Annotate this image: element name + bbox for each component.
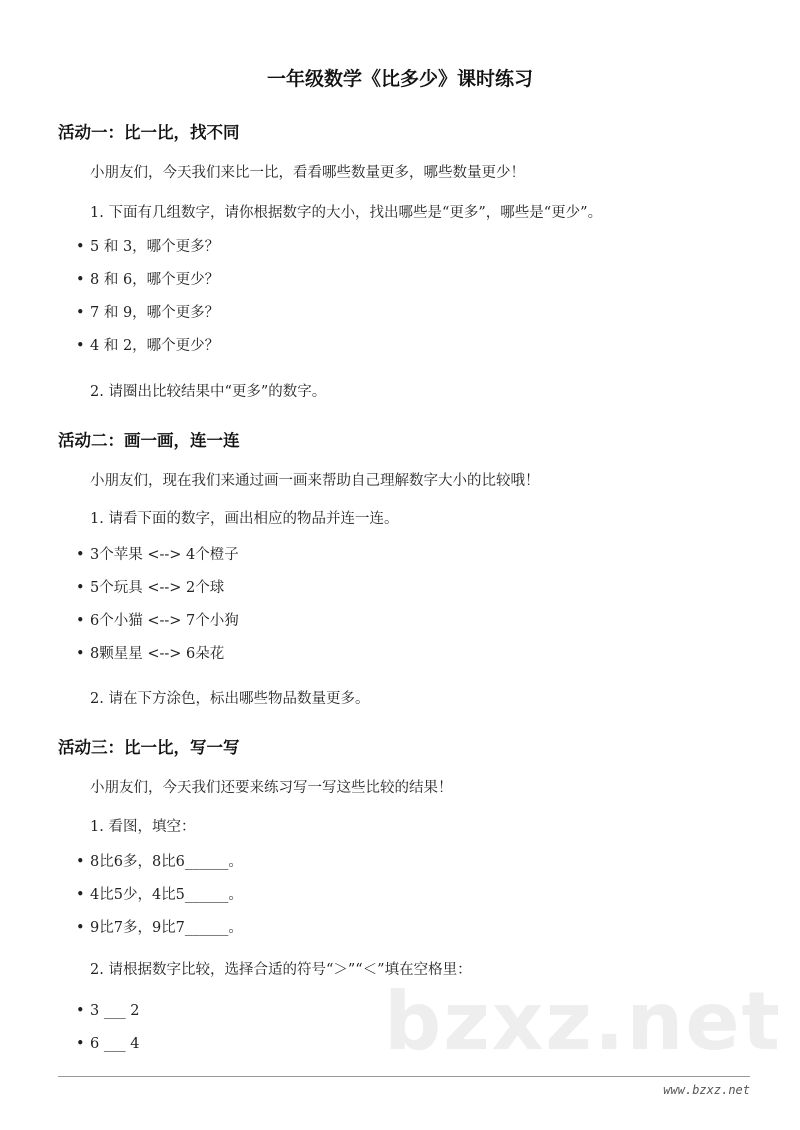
activity-2-intro: 小朋友们，现在我们来通过画一画来帮助自己理解数字大小的比较哦！	[90, 473, 540, 489]
list-item: • 4比5少，4比5______。	[76, 885, 243, 905]
list-item: • 5个玩具 <--> 2个球	[76, 578, 224, 598]
list-item: • 6 ___ 4	[76, 1034, 139, 1054]
activity-3-question-2: 2. 请根据数字比较，选择合适的符号“＞”“＜”填在空格里：	[90, 962, 472, 978]
footer-divider	[58, 1076, 750, 1077]
activity-1-heading: 活动一：比一比，找不同	[58, 123, 240, 142]
activity-3-question-1: 1. 看图，填空：	[90, 819, 196, 835]
list-item: • 8比6多，8比6______。	[76, 852, 243, 872]
watermark: bzxz.net	[384, 975, 782, 1068]
activity-3-heading: 活动三：比一比，写一写	[58, 738, 240, 757]
list-item: • 8 和 6，哪个更少？	[76, 270, 219, 290]
list-item: • 3 ___ 2	[76, 1001, 139, 1021]
list-item: • 5 和 3，哪个更多？	[76, 237, 219, 257]
activity-2-heading: 活动二：画一画，连一连	[58, 431, 240, 450]
activity-2-question-1: 1. 请看下面的数字，画出相应的物品并连一连。	[90, 511, 399, 527]
activity-1-intro: 小朋友们，今天我们来比一比，看看哪些数量更多，哪些数量更少！	[90, 165, 525, 181]
list-item: • 3个苹果 <--> 4个橙子	[76, 545, 239, 565]
activity-3-intro: 小朋友们，今天我们还要来练习写一写这些比较的结果！	[90, 780, 453, 796]
list-item: • 6个小猫 <--> 7个小狗	[76, 611, 239, 631]
activity-2-question-2: 2. 请在下方涂色，标出哪些物品数量更多。	[90, 691, 370, 707]
list-item: • 7 和 9，哪个更多？	[76, 303, 219, 323]
activity-1-question-2: 2. 请圈出比较结果中“更多”的数字。	[90, 384, 327, 400]
list-item: • 9比7多，9比7______。	[76, 918, 243, 938]
list-item: • 8颗星星 <--> 6朵花	[76, 644, 224, 664]
page-title: 一年级数学《比多少》课时练习	[266, 68, 533, 90]
footer-url: www.bzxz.net	[663, 1083, 750, 1097]
activity-1-question-1: 1. 下面有几组数字，请你根据数字的大小，找出哪些是“更多”，哪些是“更少”。	[90, 205, 603, 221]
list-item: • 4 和 2，哪个更少？	[76, 336, 219, 356]
